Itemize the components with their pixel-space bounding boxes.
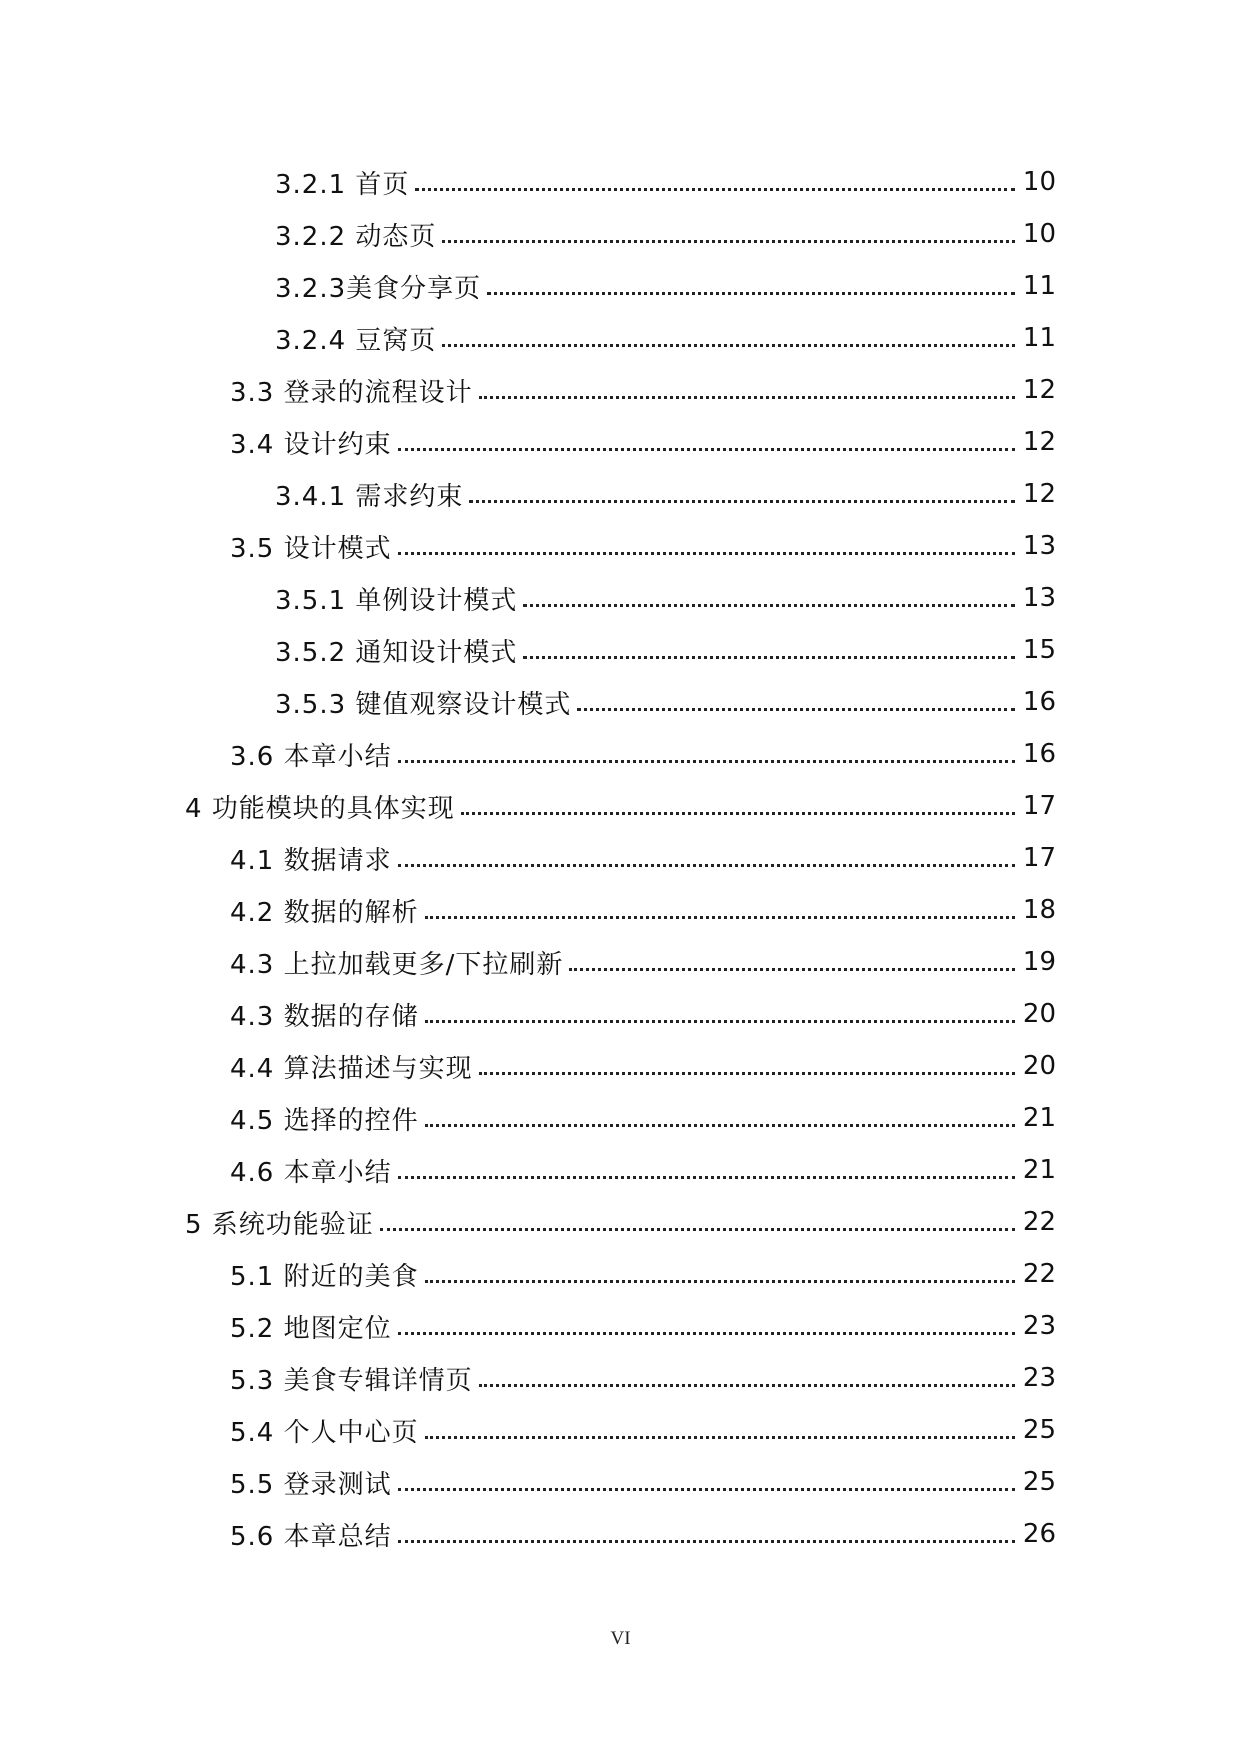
dot-leader: [398, 1332, 1015, 1335]
dot-leader: [479, 396, 1015, 399]
toc-entry[interactable]: [0, 936, 1056, 988]
toc-entry-page: 12: [1022, 375, 1056, 405]
toc-entry-page: 16: [1022, 739, 1056, 769]
toc-entry-title: 4.2 数据的解析: [230, 892, 425, 929]
dot-leader: [425, 1280, 1015, 1283]
toc-entry[interactable]: [0, 1404, 1056, 1456]
toc-entry-title: 3.2.3美食分享页: [275, 268, 487, 305]
toc-entry-title: 3.5.2 通知设计模式: [275, 632, 523, 669]
toc-entry[interactable]: [0, 1092, 1056, 1144]
toc-entry-title: 5 系统功能验证: [185, 1204, 380, 1241]
toc-entry-title: 3.2.2 动态页: [275, 216, 442, 253]
toc-entry-page: 10: [1022, 167, 1056, 197]
toc-entry-page: 20: [1022, 1051, 1056, 1081]
toc-entry-title: 4.3 上拉加载更多/下拉刷新: [230, 944, 569, 981]
toc-entry[interactable]: [0, 416, 1056, 468]
toc-entry-page: 26: [1022, 1519, 1056, 1549]
dot-leader: [398, 552, 1015, 555]
toc-entry-title: 4.4 算法描述与实现: [230, 1048, 479, 1085]
dot-leader: [398, 1540, 1015, 1543]
toc-entry[interactable]: [0, 1144, 1056, 1196]
toc-entry-page: 13: [1022, 583, 1056, 613]
toc-entry[interactable]: [0, 260, 1056, 312]
toc-entry-page: 20: [1022, 999, 1056, 1029]
dot-leader: [523, 604, 1014, 607]
toc-entry-title: 4.1 数据请求: [230, 840, 398, 877]
dot-leader: [479, 1384, 1015, 1387]
toc-entry[interactable]: [0, 468, 1056, 520]
toc-entry-title: 3.5.1 单例设计模式: [275, 580, 523, 617]
toc-entry-title: 3.4.1 需求约束: [275, 476, 469, 513]
toc-entry[interactable]: [0, 988, 1056, 1040]
toc-entry-title: 5.2 地图定位: [230, 1308, 398, 1345]
toc-entry[interactable]: [0, 156, 1056, 208]
toc-entry-title: 5.1 附近的美食: [230, 1256, 425, 1293]
toc-entry[interactable]: [0, 1508, 1056, 1560]
toc-entry-page: 22: [1022, 1207, 1056, 1237]
toc-entry[interactable]: [0, 1300, 1056, 1352]
toc-entry[interactable]: [0, 364, 1056, 416]
toc-entry-title: 3.6 本章小结: [230, 736, 398, 773]
dot-leader: [425, 1436, 1015, 1439]
page-number: VI: [610, 1628, 631, 1649]
toc-entry-page: 21: [1022, 1155, 1056, 1185]
toc-entry-title: 3.5.3 键值观察设计模式: [275, 684, 577, 721]
dot-leader: [442, 240, 1014, 243]
toc-entry[interactable]: [0, 832, 1056, 884]
toc-entry[interactable]: [0, 1352, 1056, 1404]
toc-entry-title: 3.2.4 豆窝页: [275, 320, 442, 357]
toc-entry-title: 4 功能模块的具体实现: [185, 788, 461, 825]
toc-entry-page: 25: [1022, 1467, 1056, 1497]
dot-leader: [398, 864, 1015, 867]
dot-leader: [461, 812, 1015, 815]
toc-entry-page: 21: [1022, 1103, 1056, 1133]
toc-entry[interactable]: [0, 1456, 1056, 1508]
toc-entry-page: 11: [1022, 271, 1056, 301]
toc-entry[interactable]: [0, 624, 1056, 676]
toc-entry-title: 5.3 美食专辑详情页: [230, 1360, 479, 1397]
toc-entry-page: 15: [1022, 635, 1056, 665]
dot-leader: [425, 916, 1015, 919]
dot-leader: [569, 968, 1015, 971]
dot-leader: [425, 1124, 1015, 1127]
dot-leader: [398, 1488, 1015, 1491]
toc-entry[interactable]: [0, 884, 1056, 936]
dot-leader: [479, 1072, 1015, 1075]
toc-entry-page: 11: [1022, 323, 1056, 353]
dot-leader: [523, 656, 1014, 659]
toc-entry[interactable]: [0, 312, 1056, 364]
toc-entry-title: 3.2.1 首页: [275, 164, 415, 201]
dot-leader: [398, 448, 1015, 451]
toc-entry[interactable]: [0, 676, 1056, 728]
toc-entry-page: 25: [1022, 1415, 1056, 1445]
toc-entry-page: 17: [1022, 843, 1056, 873]
toc-entry-page: 19: [1022, 947, 1056, 977]
toc-entry[interactable]: [0, 728, 1056, 780]
dot-leader: [487, 292, 1015, 295]
toc-entry-page: 16: [1022, 687, 1056, 717]
toc-entry-page: 18: [1022, 895, 1056, 925]
toc-entry[interactable]: [0, 1040, 1056, 1092]
toc-entry-title: 4.6 本章小结: [230, 1152, 398, 1189]
dot-leader: [415, 188, 1014, 191]
dot-leader: [442, 344, 1014, 347]
toc-entry[interactable]: [0, 520, 1056, 572]
toc-entry-title: 5.4 个人中心页: [230, 1412, 425, 1449]
toc-entry-page: 23: [1022, 1363, 1056, 1393]
toc-entry-title: 5.5 登录测试: [230, 1464, 398, 1501]
toc-entry-page: 17: [1022, 791, 1056, 821]
toc-entry[interactable]: [0, 208, 1056, 260]
toc-entry[interactable]: [0, 780, 1056, 832]
table-of-contents: [0, 156, 1241, 1560]
toc-entry-page: 10: [1022, 219, 1056, 249]
dot-leader: [577, 708, 1014, 711]
toc-entry-page: 23: [1022, 1311, 1056, 1341]
toc-entry[interactable]: [0, 572, 1056, 624]
toc-entry-title: 3.3 登录的流程设计: [230, 372, 479, 409]
toc-entry-title: 4.5 选择的控件: [230, 1100, 425, 1137]
toc-entry-page: 12: [1022, 479, 1056, 509]
toc-entry-title: 3.4 设计约束: [230, 424, 398, 461]
toc-entry[interactable]: [0, 1248, 1056, 1300]
toc-entry[interactable]: [0, 1196, 1056, 1248]
dot-leader: [380, 1228, 1015, 1231]
dot-leader: [469, 500, 1014, 503]
toc-entry-page: 13: [1022, 531, 1056, 561]
toc-entry-page: 22: [1022, 1259, 1056, 1289]
toc-entry-title: 5.6 本章总结: [230, 1516, 398, 1553]
dot-leader: [425, 1020, 1015, 1023]
dot-leader: [398, 760, 1015, 763]
toc-entry-title: 4.3 数据的存储: [230, 996, 425, 1033]
toc-entry-title: 3.5 设计模式: [230, 528, 398, 565]
dot-leader: [398, 1176, 1015, 1179]
toc-entry-page: 12: [1022, 427, 1056, 457]
